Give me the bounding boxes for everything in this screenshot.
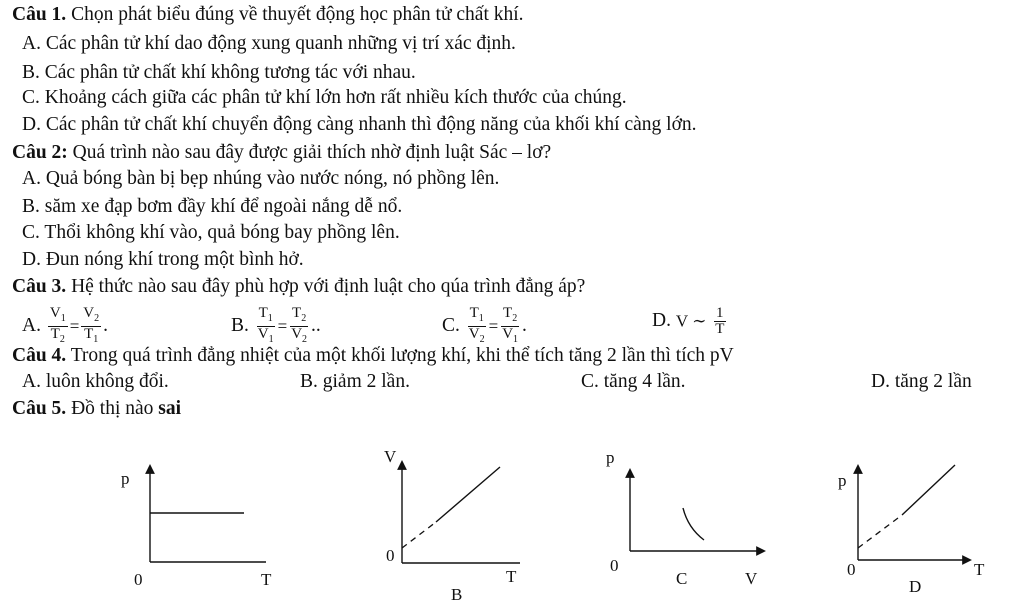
graph-d-y-label: p (838, 471, 847, 490)
fraction-denominator: $V_1$ (257, 326, 274, 345)
fraction-numerator: 1 (716, 305, 724, 321)
option-letter: D. (652, 309, 671, 331)
graph-c-curve (683, 508, 704, 540)
question-4-option-d: D. tăng 2 lần (871, 371, 972, 392)
graph-d-x-label: T (974, 560, 985, 579)
fraction-numerator: $T_1$ (257, 306, 275, 327)
question-1-option-b: B. Các phân tử chất khí không tương tác với nhau. (22, 62, 416, 83)
question-2-option-c: C. Thổi không khí vào, quả bóng bay phồng lên. (22, 222, 400, 243)
subscript: 2 (301, 313, 307, 324)
option-tail: . (103, 314, 108, 336)
question-1-number: Câu 1. (12, 4, 67, 25)
option-letter: C. (442, 314, 460, 336)
subscript: 1 (60, 313, 66, 324)
graph-a-origin: 0 (134, 570, 143, 589)
fraction-numerator: $V_1$ (48, 306, 68, 327)
graph-c-caption: C (676, 569, 688, 588)
fraction-numerator: $T_2$ (501, 306, 519, 327)
graph-b (384, 447, 520, 604)
question-5-bold-word: sai (158, 398, 182, 419)
graph-a-x-label: T (261, 570, 272, 589)
graph-b-y-label: V (384, 447, 397, 466)
question-2-option-d: D. Đun nóng khí trong một bình hở. (22, 249, 304, 270)
question-2-option-a: A. Quả bóng bàn bị bẹp nhúng vào nước nóng, nó phồng lên. (22, 168, 500, 189)
question-5-number: Câu 5. (12, 398, 67, 419)
question-4-text: Trong quá trình đẳng nhiệt của một khối lượng khí, khi thể tích tăng 2 lần thì tích pV (66, 345, 734, 366)
graph-b-line (436, 467, 500, 522)
question-1-option-d: D. Các phân tử chất khí chuyển động càng nhanh thì động năng của khối khí càng lớn. (22, 114, 697, 135)
fraction-denominator: $T_1$ (84, 326, 99, 345)
question-1-option-c: C. Khoảng cách giữa các phân tử khí lớn hơn rất nhiều kích thước của chúng. (22, 87, 627, 108)
subscript: 1 (93, 334, 99, 345)
graph-d-dashed-extension (858, 515, 902, 548)
fraction-numerator: $T_2$ (290, 306, 308, 327)
subscript: 2 (302, 334, 308, 345)
graph-b-dashed-extension (402, 522, 436, 548)
graph-c-origin: 0 (610, 556, 619, 575)
question-2-number: Câu 2: (12, 142, 68, 163)
graph-d-line (902, 465, 955, 515)
option-letter: A. (22, 314, 41, 336)
question-2-option-b: B. săm xe đạp bơm đầy khí để ngoài nắng dễ nổ. (22, 196, 403, 217)
fraction-denominator: $V_2$ (468, 326, 485, 345)
question-3-number: Câu 3. (12, 276, 67, 297)
question-1-text: Chọn phát biểu đúng về thuyết động học phân tử chất khí. (66, 4, 524, 25)
fraction-denominator: $T_2$ (50, 326, 65, 345)
question-3-text: Hệ thức nào sau đây phù hợp với định luật cho qúa trình đẳng áp? (66, 276, 586, 297)
subscript: 1 (267, 313, 273, 324)
question-2-text: Quá trình nào sau đây được giải thích nhờ định luật Sác – lơ? (67, 142, 552, 163)
subscript: 2 (59, 334, 65, 345)
subscript: 2 (479, 334, 485, 345)
graph-d-caption: D (909, 577, 922, 596)
subscript: 1 (268, 334, 274, 345)
option-tail: . (522, 314, 527, 336)
graph-c-y-label: p (606, 448, 615, 467)
question-5-text: Đồ thị nào (66, 398, 159, 419)
graph-a-y-label: p (121, 469, 130, 488)
graph-a (121, 466, 272, 589)
question-4-option-b: B. giảm 2 lần. (300, 371, 410, 392)
question-4-option-a: A. luôn không đổi. (22, 371, 169, 392)
subscript: 1 (513, 334, 519, 345)
option-tail: .. (311, 314, 321, 336)
graph-b-caption: B (451, 585, 463, 604)
equals-sign: = (69, 316, 80, 336)
question-1-option-a: A. Các phân tử khí dao động xung quanh những vị trí xác định. (22, 33, 516, 54)
graph-d-origin: 0 (847, 560, 856, 579)
option-letter: B. (231, 314, 249, 336)
subscript: 2 (512, 313, 518, 324)
question-4-option-c: C. tăng 4 lần. (581, 371, 686, 392)
graph-b-origin: 0 (386, 546, 395, 565)
fraction-denominator: $V_2$ (291, 326, 308, 345)
equals-sign: = (488, 316, 499, 336)
proportional-lhs: V ∼ (675, 311, 707, 331)
graph-d (838, 465, 985, 596)
graph-b-x-label: T (506, 567, 517, 586)
graph-c-x-label: V (745, 569, 758, 588)
fraction-denominator: $V_1$ (502, 326, 519, 345)
subscript: 1 (478, 313, 484, 324)
question-4-number: Câu 4. (12, 345, 67, 366)
fraction-numerator: $V_2$ (81, 306, 101, 327)
fraction-denominator: T (715, 321, 725, 337)
graph-c (606, 448, 764, 588)
equals-sign: = (277, 316, 288, 336)
subscript: 2 (94, 313, 100, 324)
fraction-numerator: $T_1$ (468, 306, 486, 327)
